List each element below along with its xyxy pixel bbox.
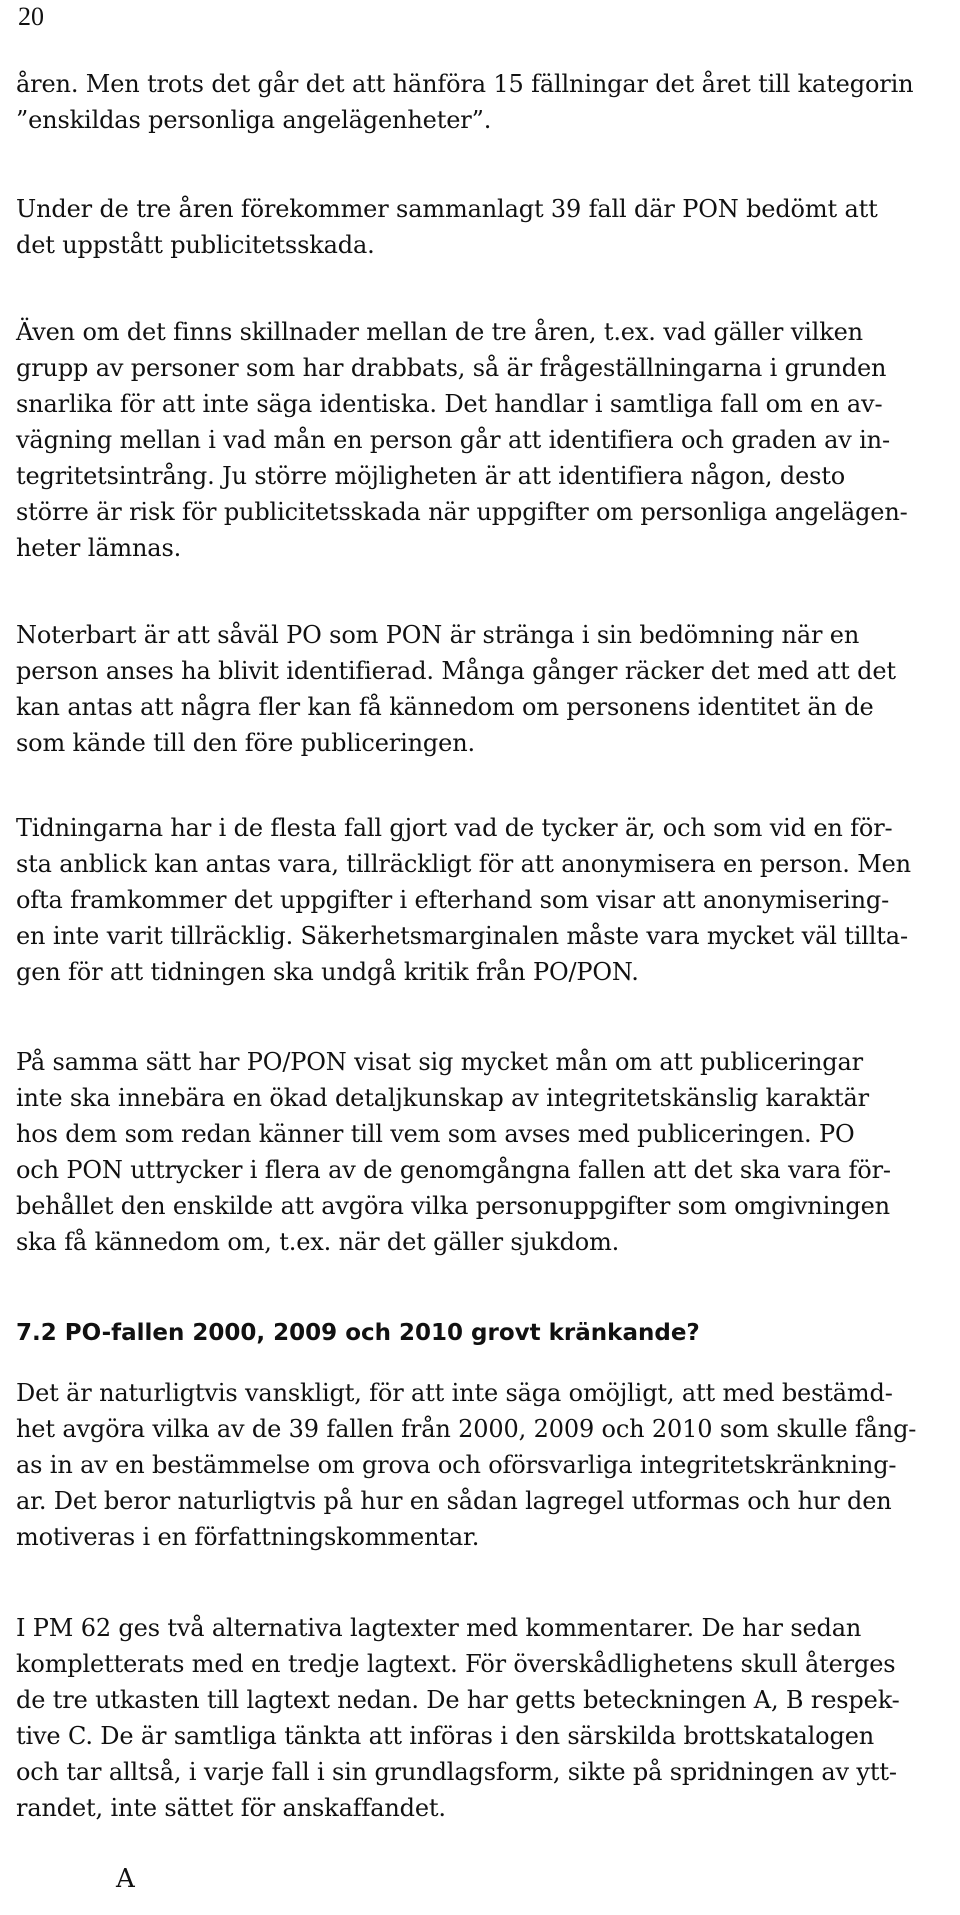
paragraph-4 (16, 617, 936, 761)
text-line: åren. Men trots det går det att hänföra 15 fällningar det året till kategorin (16, 70, 914, 98)
text-line: Noterbart är att såväl PO som PON är stränga i sin bedömning när en (16, 621, 860, 649)
text-line: och tar alltså, i varje fall i sin grundlagsform, sikte på spridningen av ytt- (16, 1758, 897, 1786)
paragraph-6 (16, 1044, 936, 1260)
text-line: tive C. De är samtliga tänkta att införas i den särskilda brottskatalogen (16, 1722, 875, 1750)
text-line: I PM 62 ges två alternativa lagtexter med kommentarer. De har sedan (16, 1614, 862, 1642)
text-line: snarlika för att inte säga identiska. Det handlar i samtliga fall om en av- (16, 390, 883, 418)
text-line: kan antas att några fler kan få kännedom om personens identitet än de (16, 693, 874, 721)
page-number: 20 (18, 2, 44, 31)
paragraph-8 (16, 1610, 936, 1826)
text-line: randet, inte sättet för anskaffandet. (16, 1794, 446, 1822)
paragraph-1 (16, 66, 936, 138)
text-line: Det är naturligtvis vanskligt, för att inte säga omöjligt, att med bestämd- (16, 1379, 893, 1407)
text-line: en inte varit tillräcklig. Säkerhetsmarginalen måste vara mycket väl tillta- (16, 922, 908, 950)
text-line: kompletterats med en tredje lagtext. För överskådlighetens skull återges (16, 1650, 896, 1678)
text-line: ”enskildas personliga angelägenheter”. (16, 106, 492, 134)
text-line: heter lämnas. (16, 534, 182, 562)
text-line: behållet den enskilde att avgöra vilka personuppgifter som omgivningen (16, 1192, 890, 1220)
text-line: större är risk för publicitetsskada när uppgifter om personliga angelägen- (16, 498, 908, 526)
text-line: motiveras i en författningskommentar. (16, 1523, 480, 1551)
text-line: Tidningarna har i de flesta fall gjort vad de tycker är, och som vid en för- (16, 814, 893, 842)
text-line: På samma sätt har PO/PON visat sig mycket mån om att publiceringar (16, 1048, 863, 1076)
paragraph-7 (16, 1375, 936, 1555)
text-line: sta anblick kan antas vara, tillräckligt för att anonymisera en person. Men (16, 850, 911, 878)
section-heading: 7.2 PO-fallen 2000, 2009 och 2010 grovt kränkande? (16, 1320, 700, 1346)
text-line: som kände till den före publiceringen. (16, 729, 475, 757)
text-line: hos dem som redan känner till vem som avses med publiceringen. PO (16, 1120, 855, 1148)
text-line: as in av en bestämmelse om grova och oförsvarliga integritetskränkning- (16, 1451, 897, 1479)
text-line: ofta framkommer det uppgifter i efterhand som visar att anonymisering- (16, 886, 890, 914)
text-line: het avgöra vilka av de 39 fallen från 2000, 2009 och 2010 som skulle fång- (16, 1415, 917, 1443)
paragraph-3 (16, 314, 936, 566)
section-letter: A (116, 1864, 135, 1894)
text-line: ska få kännedom om, t.ex. när det gäller sjukdom. (16, 1228, 620, 1256)
text-line: grupp av personer som har drabbats, så är frågeställningarna i grunden (16, 354, 887, 382)
paragraph-2 (16, 191, 936, 263)
text-line: tegritetsintrång. Ju större möjligheten är att identifiera någon, desto (16, 462, 846, 490)
text-line: gen för att tidningen ska undgå kritik från PO/PON. (16, 958, 639, 986)
text-line: och PON uttrycker i flera av de genomgångna fallen att det ska vara för- (16, 1156, 891, 1184)
text-line: ar. Det beror naturligtvis på hur en sådan lagregel utformas och hur den (16, 1487, 892, 1515)
text-line: person anses ha blivit identifierad. Många gånger räcker det med att det (16, 657, 896, 685)
text-line: inte ska innebära en ökad detaljkunskap av integritetskänslig karaktär (16, 1084, 869, 1112)
text-line: det uppstått publicitetsskada. (16, 231, 375, 259)
paragraph-5 (16, 810, 936, 990)
text-line: de tre utkasten till lagtext nedan. De har getts beteckningen A, B respek- (16, 1686, 900, 1714)
text-line: Under de tre åren förekommer sammanlagt 39 fall där PON bedömt att (16, 195, 878, 223)
text-line: Även om det finns skillnader mellan de tre åren, t.ex. vad gäller vilken (16, 318, 863, 346)
text-line: vägning mellan i vad mån en person går att identifiera och graden av in- (16, 426, 890, 454)
